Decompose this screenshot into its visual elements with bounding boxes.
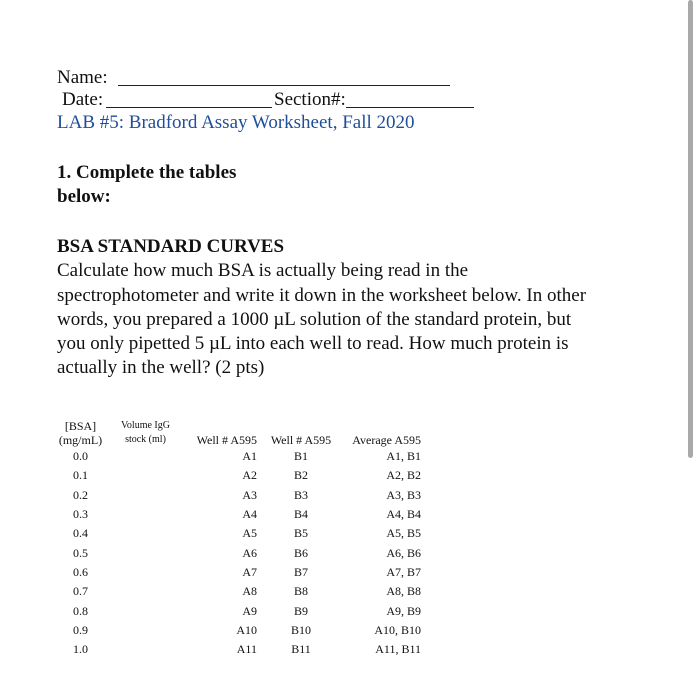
cell-bsa: 0.3 <box>73 507 88 522</box>
date-field[interactable] <box>106 107 272 108</box>
scrollbar[interactable] <box>688 0 693 458</box>
bsa-paragraph-line: spectrophotometer and write it down in the worksheet below. In other <box>57 285 587 306</box>
table-row <box>52 524 421 543</box>
cell-well-b: B7 <box>293 564 308 579</box>
cell-volume[interactable] <box>109 486 182 505</box>
cell-bsa: 0.5 <box>73 545 88 560</box>
bsa-standard-table <box>52 419 421 659</box>
table-row <box>52 563 421 582</box>
cell-well-b: B9 <box>293 603 308 618</box>
cell-well-b: B11 <box>291 642 311 657</box>
table-row <box>52 505 421 524</box>
header-average: Average A595 <box>352 433 421 447</box>
cell-average: A7, B7 <box>386 564 421 579</box>
cell-bsa: 0.0 <box>73 449 88 464</box>
cell-well-b: B3 <box>293 487 308 502</box>
cell-well-a: A1 <box>242 449 257 464</box>
date-label: Date: <box>62 89 104 110</box>
bsa-paragraph-line: actually in the well? (2 pts) <box>57 357 265 378</box>
lab-title: LAB #5: Bradford Assay Worksheet, Fall 2020 <box>57 112 415 133</box>
cell-average: A10, B10 <box>374 622 421 637</box>
name-label: Name: <box>57 67 108 88</box>
bsa-paragraph-line: words, you prepared a 1000 µL solution of the standard protein, but <box>57 309 572 330</box>
cell-average: A4, B4 <box>386 507 421 522</box>
table-row <box>52 621 421 640</box>
cell-average: A2, B2 <box>386 468 421 483</box>
bsa-paragraph-line: you only pipetted 5 µL into each well to read. How much protein is <box>57 333 569 354</box>
cell-average: A11, B11 <box>375 642 421 657</box>
table-row <box>52 582 421 601</box>
table-row <box>52 543 421 562</box>
cell-well-a: A2 <box>242 468 257 483</box>
header-volume-line2: stock (ml) <box>125 434 166 445</box>
table-row <box>52 486 421 505</box>
cell-volume[interactable] <box>109 563 182 582</box>
cell-volume[interactable] <box>109 543 182 562</box>
table-row <box>52 601 421 620</box>
cell-bsa: 0.6 <box>73 564 88 579</box>
name-field[interactable] <box>118 85 450 86</box>
cell-average: A6, B6 <box>386 545 421 560</box>
table-header-row <box>52 419 421 447</box>
cell-well-a: A11 <box>236 642 257 657</box>
header-well-a: Well # A595 <box>196 433 257 447</box>
bsa-paragraph-line: Calculate how much BSA is actually being read in the <box>57 260 469 281</box>
cell-volume[interactable] <box>109 524 182 543</box>
cell-volume[interactable] <box>109 621 182 640</box>
question-1-line2: below: <box>57 186 111 207</box>
cell-well-b: B6 <box>293 545 308 560</box>
cell-well-a: A5 <box>242 526 257 541</box>
cell-average: A5, B5 <box>386 526 421 541</box>
cell-well-b: B1 <box>293 449 308 464</box>
cell-well-a: A7 <box>242 564 257 579</box>
header-well-b: Well # A595 <box>270 433 332 447</box>
cell-bsa: 0.8 <box>73 603 88 618</box>
cell-well-a: A8 <box>242 584 257 599</box>
cell-volume[interactable] <box>109 505 182 524</box>
section-field[interactable] <box>346 107 474 108</box>
cell-well-a: A9 <box>242 603 257 618</box>
cell-well-b: B4 <box>293 507 308 522</box>
cell-well-a: A4 <box>242 507 257 522</box>
table-row <box>52 447 421 466</box>
cell-volume[interactable] <box>109 640 182 659</box>
table-row <box>52 640 421 659</box>
cell-well-b: B10 <box>290 622 311 637</box>
cell-bsa: 0.9 <box>73 622 88 637</box>
cell-well-b: B5 <box>293 526 308 541</box>
cell-well-b: B8 <box>293 584 308 599</box>
cell-volume[interactable] <box>109 466 182 485</box>
cell-volume[interactable] <box>109 601 182 620</box>
cell-well-a: A10 <box>236 622 257 637</box>
header-volume <box>109 419 182 447</box>
cell-well-a: A3 <box>242 487 257 502</box>
cell-bsa: 0.1 <box>73 468 88 483</box>
header-volume-line1: Volume IgG <box>121 420 170 431</box>
table-row <box>52 466 421 485</box>
bsa-heading: BSA STANDARD CURVES <box>57 236 285 257</box>
cell-average: A9, B9 <box>386 603 421 618</box>
question-1-line1: 1. Complete the tables <box>57 162 237 183</box>
header-bsa-line1: [BSA] <box>64 419 97 433</box>
cell-bsa: 0.4 <box>73 526 88 541</box>
section-label: Section#: <box>274 89 346 110</box>
cell-bsa: 1.0 <box>73 642 88 657</box>
cell-well-a: A6 <box>242 545 257 560</box>
cell-bsa: 0.2 <box>73 487 88 502</box>
cell-volume[interactable] <box>109 447 182 466</box>
cell-average: A3, B3 <box>386 487 421 502</box>
cell-volume[interactable] <box>109 582 182 601</box>
cell-well-b: B2 <box>293 468 308 483</box>
cell-average: A8, B8 <box>386 584 421 599</box>
cell-average: A1, B1 <box>386 449 421 464</box>
cell-bsa: 0.7 <box>73 584 88 599</box>
header-bsa-line2: (mg/mL) <box>58 433 103 447</box>
header-bsa <box>52 419 109 447</box>
